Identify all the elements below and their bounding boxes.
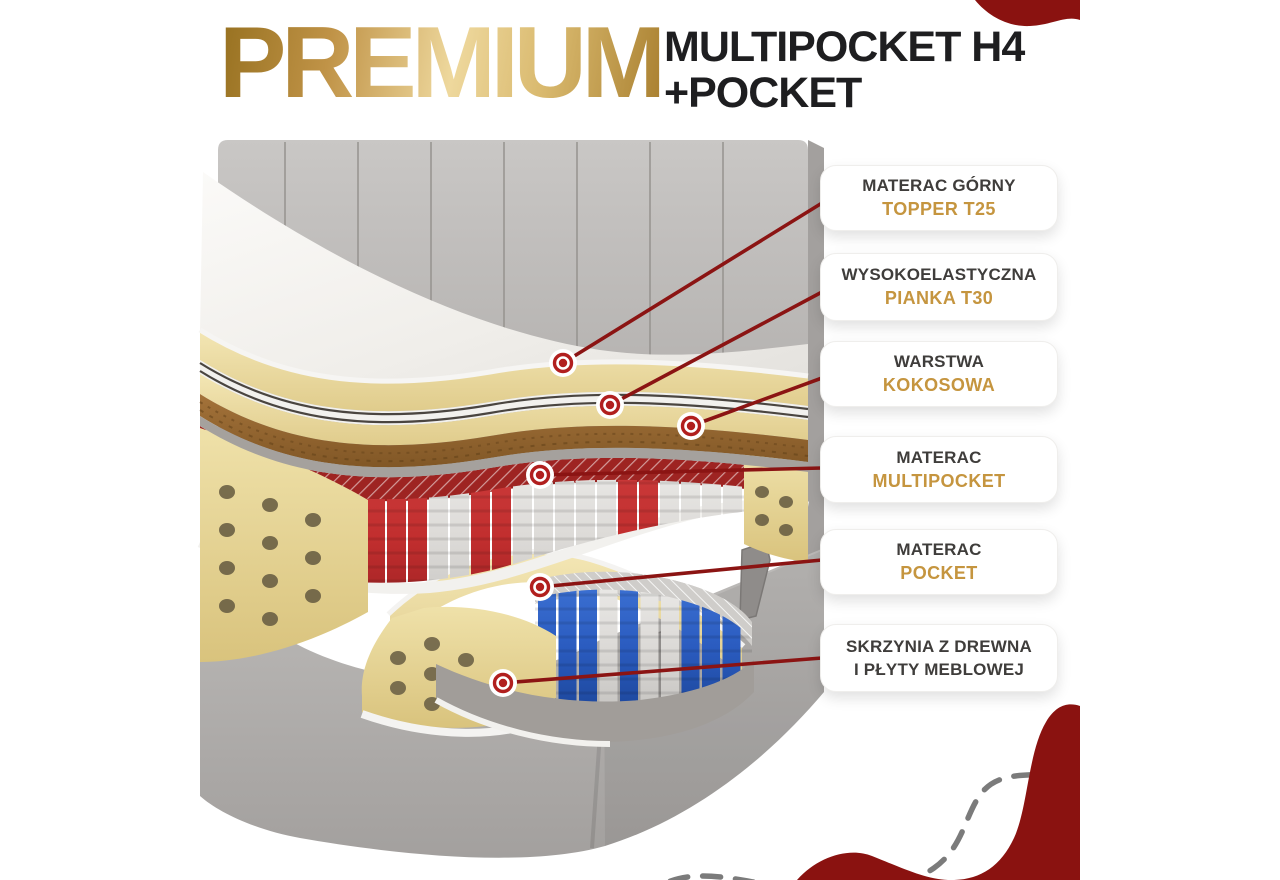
- callout-box: [820, 624, 1058, 692]
- callout-topper: [820, 165, 1058, 231]
- callout-value: PIANKA T30: [884, 288, 994, 308]
- marker-box: [489, 669, 517, 697]
- brand-title: PREMIUM: [219, 12, 669, 114]
- marker-pianka: [596, 391, 624, 419]
- callout-label: WARSTWA: [893, 352, 985, 371]
- callout-pocket: [820, 529, 1058, 595]
- product-title-line1: MULTIPOCKET H4: [664, 23, 1025, 71]
- callout-label: MATERAC: [896, 447, 982, 467]
- callout-label: SKRZYNIA Z DREWNA: [846, 636, 1032, 656]
- callout-multipocket: [820, 436, 1058, 503]
- marker-multipocket: [526, 461, 554, 489]
- corner-blob-bottom-right: [797, 704, 1080, 880]
- callout-kokos: [820, 341, 1058, 407]
- callout-value: I PŁYTY MEBLOWEJ: [853, 659, 1025, 679]
- product-title: [664, 24, 1024, 116]
- marker-kokos: [677, 412, 705, 440]
- callout-label: MATERAC GÓRNY: [862, 176, 1016, 195]
- callout-value: MULTIPOCKET: [872, 470, 1006, 491]
- marker-topper: [549, 349, 577, 377]
- product-title-line2: +POCKET: [664, 69, 862, 117]
- callout-label: MATERAC: [896, 540, 982, 559]
- callout-pianka: [820, 253, 1058, 321]
- marker-pocket: [526, 573, 554, 601]
- callout-value: KOKOSOWA: [882, 375, 996, 395]
- callout-label: WYSOKOELASTYCZNA: [841, 265, 1037, 284]
- callout-value: TOPPER T25: [882, 199, 996, 219]
- callout-value: POCKET: [900, 563, 978, 583]
